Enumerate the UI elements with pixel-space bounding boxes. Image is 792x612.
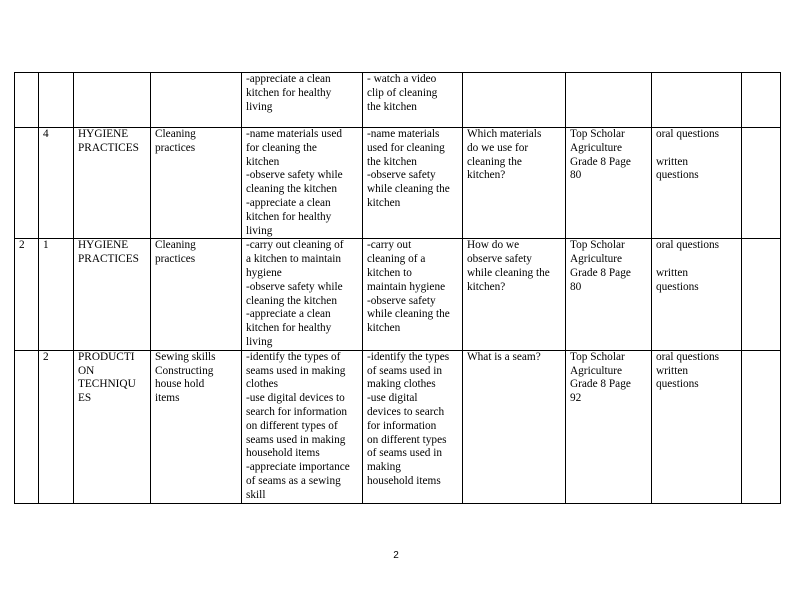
cell-line: Cleaning [155,239,196,252]
scheme-of-work-table [14,72,781,504]
cell-line: oral questions [656,350,720,363]
cell-line: while cleaning the [367,183,450,196]
learning-outcomes-cell [242,73,363,128]
cell-line: do we use for [467,141,529,154]
cell-line: while cleaning the [367,308,450,321]
strand-cell [74,239,151,350]
cell-line: cleaning the kitchen [246,294,337,307]
sub-strand-cell [151,128,242,239]
learning-outcomes-cell [242,128,363,239]
cell-line: search for information [246,405,348,418]
cell-line: HYGIENE [78,128,129,140]
cell-line: -use digital [367,392,418,405]
cell-line: 92 [570,392,582,405]
cell-line: 80 [570,280,582,293]
table-row [15,239,781,350]
cell-line: of seams as a sewing [246,474,341,487]
cell-line: used for cleaning [367,141,445,154]
strand-cell [74,128,151,239]
cell-line: making clothes [367,378,436,391]
cell-line: the kitchen [367,100,417,113]
cell-line: Constructing [155,364,214,377]
cell-line: living [246,100,273,113]
cell-line: Top Scholar [570,128,625,140]
learning-resources-cell [566,128,652,239]
cell-line: kitchen for healthy [246,322,332,335]
cell-line: written [656,364,688,377]
lesson-cell [39,73,74,128]
learning-outcomes-cell [242,350,363,503]
learning-resources-cell [566,73,652,128]
cell-line: -appreciate a clean [246,73,331,85]
cell-line: seams used in making [246,433,346,446]
cell-line: for cleaning the [246,141,317,154]
cell-line: 80 [570,169,582,182]
inquiry-question-cell [463,350,566,503]
lesson-cell: 4 [39,128,74,239]
cell-line: house hold [155,378,205,391]
cell-line: on different types [367,433,447,446]
cell-line: Top Scholar [570,350,625,363]
lesson-cell: 1 [39,239,74,350]
cell-line: -observe safety while [246,280,343,293]
cell-line: while cleaning the [467,266,550,279]
week-cell [15,73,39,128]
cell-line: kitchen to [367,266,412,279]
cell-line: oral questions [656,128,720,140]
sub-strand-cell [151,73,242,128]
cell-line: seams used in making [246,364,346,377]
cell-line: of seams used in [367,447,442,460]
cell-line: for information [367,419,437,432]
learning-experiences-cell [363,239,463,350]
table-row [15,73,781,128]
cell-line: household items [246,447,320,460]
cell-line: -observe safety while [246,169,343,182]
cell-line: -carry out [367,239,412,252]
lesson-cell: 2 [39,350,74,503]
cell-line: kitchen [367,322,401,335]
cell-line: devices to search [367,405,445,418]
cell-line [656,253,738,267]
cell-line: skill [246,488,266,501]
cell-line: written [656,155,688,168]
cell-line: living [246,224,273,237]
assessment-cell [652,128,742,239]
cell-line: PRACTICES [78,141,139,154]
strand-cell [74,350,151,503]
cell-line: making [367,461,401,474]
cell-line: Cleaning [155,128,196,140]
cell-line: -appreciate a clean [246,196,331,209]
cell-line: Which materials [467,128,542,140]
inquiry-question-cell [463,128,566,239]
reflection-cell [742,128,781,239]
learning-resources-cell [566,239,652,350]
cell-line: maintain hygiene [367,280,446,293]
cell-line: questions [656,378,699,391]
cell-line: the kitchen [367,155,417,168]
cell-line: clip of cleaning [367,86,438,99]
cell-line: PRACTICES [78,253,139,266]
cell-line: Sewing skills [155,350,216,363]
cell-line: -carry out cleaning of [246,239,344,252]
cell-line: hygiene [246,266,282,279]
sub-strand-cell [151,350,242,503]
cell-line: -appreciate importance [246,461,350,474]
week-cell: 2 [15,239,39,350]
learning-outcomes-cell [242,239,363,350]
cell-line: ON [78,364,95,377]
cell-line: written [656,266,688,279]
cell-line [656,142,738,156]
cell-line: Agriculture [570,141,623,154]
cell-line: Top Scholar [570,239,625,252]
reflection-cell [742,73,781,128]
cell-line: a kitchen to maintain [246,253,342,266]
cell-line: TECHNIQU [78,378,136,391]
cell-line: -observe safety [367,294,436,307]
cell-line: kitchen [367,196,401,209]
cell-line: living [246,335,273,348]
table-row [15,128,781,239]
cell-line: household items [367,474,441,487]
cell-line: kitchen? [467,280,506,293]
inquiry-question-cell [463,239,566,350]
reflection-cell [742,350,781,503]
cell-line: -identify the types of [246,350,341,363]
cell-line: practices [155,253,196,266]
cell-line: Agriculture [570,364,623,377]
cell-line: Agriculture [570,253,623,266]
week-cell [15,350,39,503]
cell-line: kitchen for healthy [246,86,332,99]
cell-line: questions [656,169,699,182]
cell-line: HYGIENE [78,239,129,252]
week-cell [15,128,39,239]
cell-line: oral questions [656,239,720,252]
cell-line: Grade 8 Page [570,378,631,391]
cell-line: What is a seam? [467,350,541,363]
cell-line: items [155,392,180,405]
assessment-cell [652,350,742,503]
cell-line: kitchen? [467,169,506,182]
cell-line: -use digital devices to [246,392,345,405]
cell-line: kitchen [246,155,280,168]
cell-line: Grade 8 Page [570,155,631,168]
cell-line: questions [656,280,699,293]
cell-line: practices [155,141,196,154]
page-number: 2 [393,550,399,561]
cell-line: cleaning of a [367,253,426,266]
assessment-cell [652,73,742,128]
cell-line: of seams used in [367,364,442,377]
learning-experiences-cell [363,73,463,128]
cell-line: PRODUCTI [78,350,135,363]
cell-line: -observe safety [367,169,436,182]
inquiry-question-cell [463,73,566,128]
cell-line: - watch a video [367,73,437,85]
cell-line: cleaning the [467,155,522,168]
assessment-cell [652,239,742,350]
cell-line: cleaning the kitchen [246,183,337,196]
cell-line: on different types of [246,419,338,432]
reflection-cell [742,239,781,350]
learning-resources-cell [566,350,652,503]
cell-line: How do we [467,239,520,252]
cell-line: -appreciate a clean [246,308,331,321]
sub-strand-cell [151,239,242,350]
table-row [15,350,781,503]
cell-line: ES [78,392,92,405]
cell-line: Grade 8 Page [570,266,631,279]
cell-line: -name materials used [246,128,342,140]
strand-cell [74,73,151,128]
cell-line: -identify the types [367,350,450,363]
learning-experiences-cell [363,350,463,503]
table-body [15,73,781,504]
cell-line: observe safety [467,253,532,266]
cell-line: clothes [246,378,278,391]
cell-line: -name materials [367,128,440,140]
cell-line: kitchen for healthy [246,210,332,223]
learning-experiences-cell [363,128,463,239]
